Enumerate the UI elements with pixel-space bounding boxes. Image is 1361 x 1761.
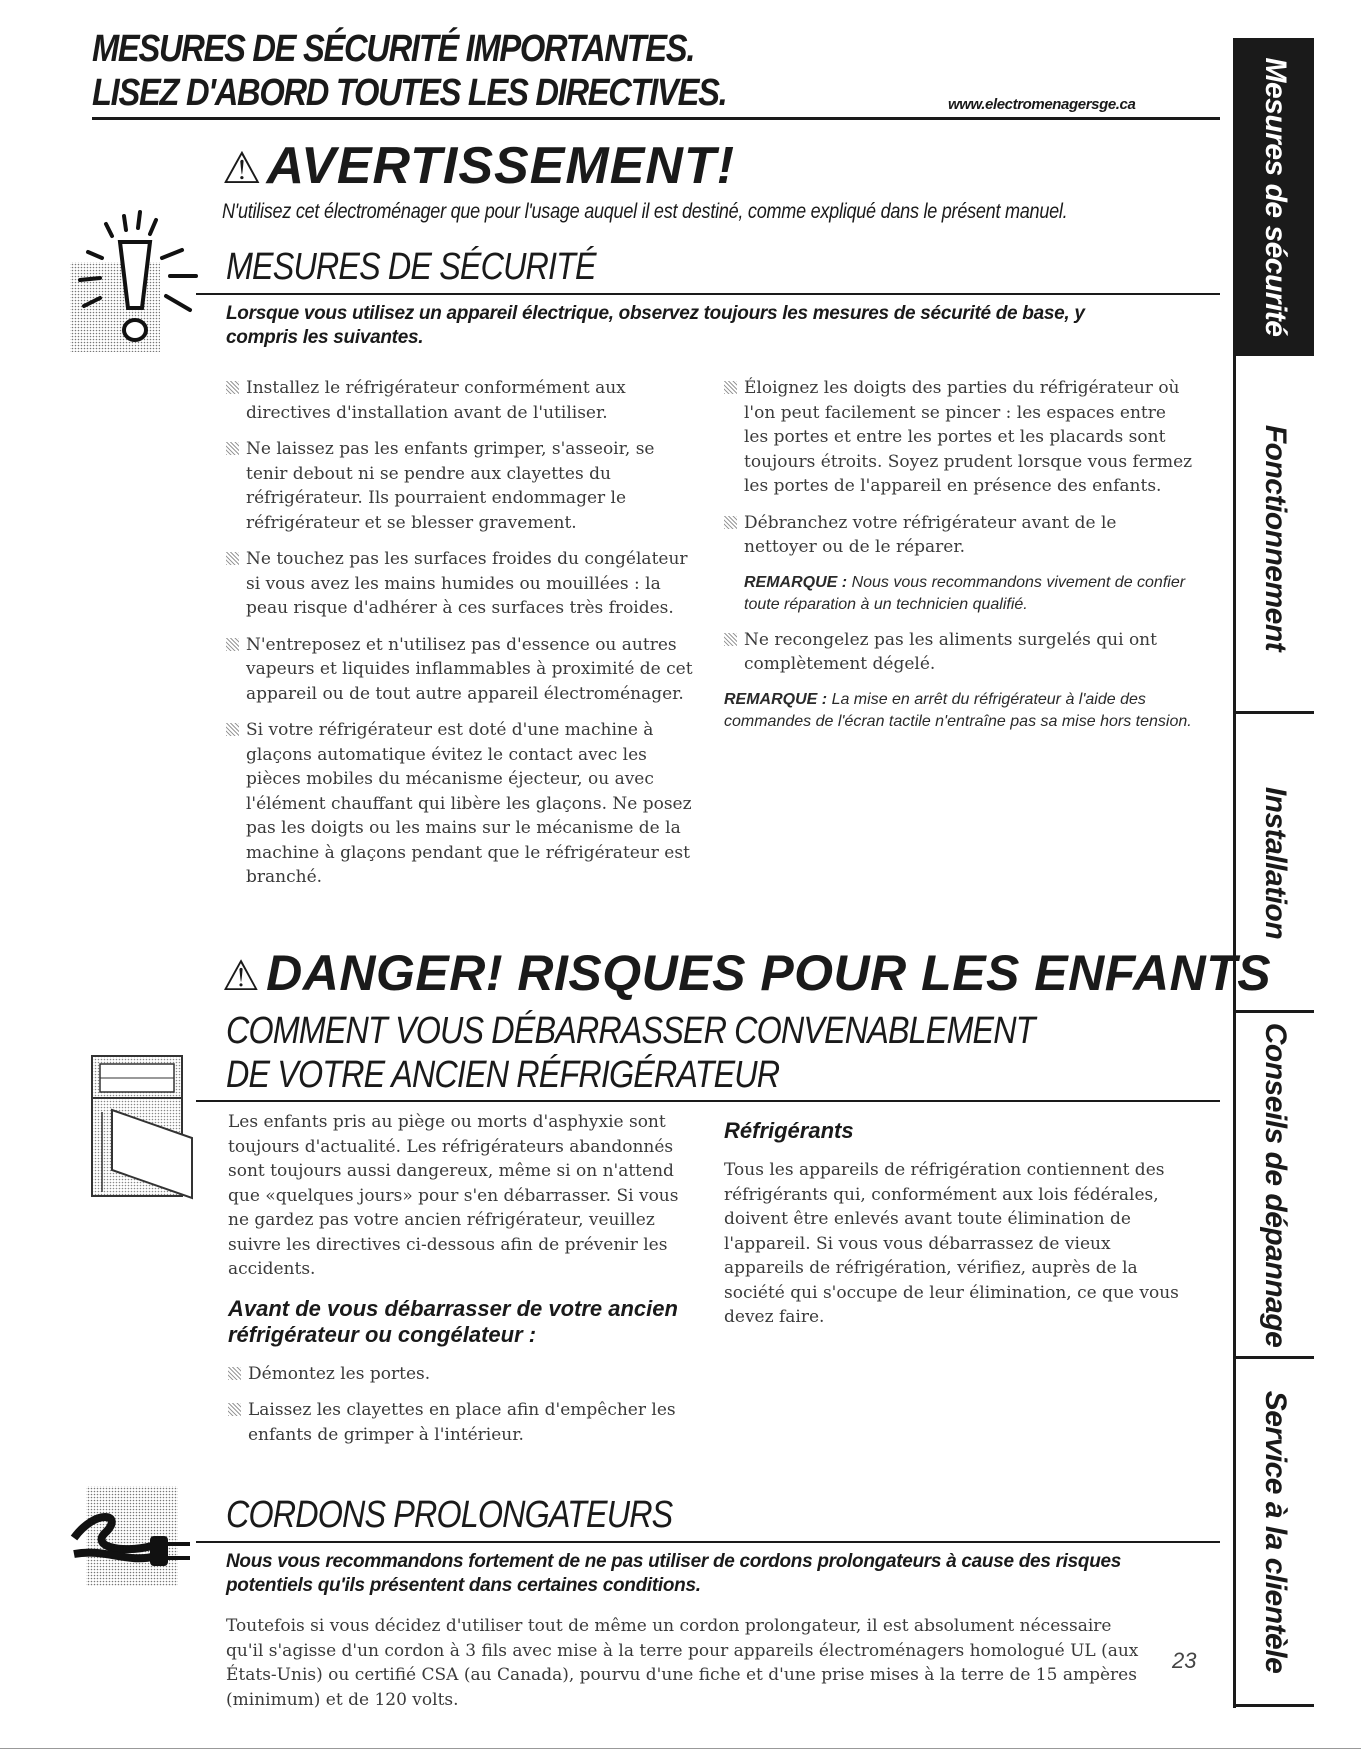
list-item-text: Éloignez les doigts des parties du réfrigérateur où l'on peut facilement se pincer : les espaces entre les portes et entre les portes et les placards sont toujours étroits. Soyez prudent lorsque vous fermez les portes de l'appareil en présence des enfants. <box>744 378 1193 496</box>
bullet-icon <box>226 442 239 455</box>
warning-title <box>222 136 735 196</box>
tab-label: Mesures de sécurité <box>1259 57 1292 337</box>
list-item-text: Ne recongelez pas les aliments surgelés qui ont complètement dégelé. <box>744 629 1157 674</box>
tab-separator <box>1236 1356 1314 1359</box>
list-item-text: Démontez les portes. <box>248 1363 431 1384</box>
list-item-text: Ne touchez pas les surfaces froides du congélateur si vous avez les mains humides ou mouillées : la peau risque d'adhérer à ces surfaces très froides. <box>246 549 688 618</box>
safety-left-column <box>226 376 696 902</box>
tab-installation[interactable] <box>1236 718 1314 1008</box>
list-item <box>226 437 696 535</box>
exclamation-alert-icon <box>62 206 212 356</box>
bullet-icon <box>226 723 239 736</box>
list-item <box>724 628 1194 677</box>
bullet-icon <box>724 633 737 646</box>
list-item <box>226 718 696 890</box>
tab-label: Installation <box>1259 786 1292 940</box>
header-line-2: LISEZ D'ABORD TOUTES LES DIRECTIVES. <box>92 72 727 114</box>
header-rule <box>92 117 1220 120</box>
list-item <box>226 547 696 621</box>
safety-right-column <box>724 376 1194 745</box>
safety-intro: Lorsque vous utilisez un appareil électrique, observez toujours les mesures de sécurité de base, y compris les suivantes. <box>226 303 1085 348</box>
tab-label: Service à la clientèle <box>1259 1390 1292 1674</box>
safety-title: MESURES DE SÉCURITÉ <box>226 246 596 288</box>
bullet-icon <box>228 1403 241 1416</box>
note-text: Nous vous recommandons vivement de confier toute réparation à un technicien qualifié. <box>744 573 1186 613</box>
refrigerator-illustration <box>82 1052 212 1202</box>
refrigerants-heading: Réfrigérants <box>724 1118 854 1143</box>
danger-subtitle-1: COMMENT VOUS DÉBARRASSER CONVENABLEMENT <box>226 1010 1035 1052</box>
sidebar <box>1233 38 1314 1708</box>
list-item <box>226 376 696 425</box>
header-line-1: MESURES DE SÉCURITÉ IMPORTANTES. <box>92 28 695 70</box>
tab-separator <box>1236 1704 1314 1707</box>
danger-right-column <box>724 1118 1194 1344</box>
warning-title-text: AVERTISSEMENT! <box>266 137 736 195</box>
danger-title <box>222 944 1271 1002</box>
bullet-icon <box>724 381 737 394</box>
list-item-text: Si votre réfrigérateur est doté d'une machine à glaçons automatique évitez le contact avec les pièces mobiles du mécanisme éjecteur, ou avec l'élément chauffant qui libère les glaçons. Ne posez pas les doigts ou les mains sur le mécanisme de la machine à glaçons pendant que le réfrigérateur est branché. <box>246 720 692 887</box>
tab-service-a-la-clientele[interactable] <box>1236 1362 1314 1702</box>
note-2 <box>724 689 1194 733</box>
cords-intro: Nous vous recommandons fortement de ne pas utiliser de cordons prolongateurs à cause des risques potentiels qu'ils présentent dans certaines conditions. <box>226 1551 1122 1596</box>
tab-separator <box>1236 1010 1314 1013</box>
danger-paragraph: Les enfants pris au piège ou morts d'asphyxie sont toujours d'actualité. Les réfrigérateurs abandonnés sont toujours aussi dangereux, même si on n'attend que «quelques jours» pour s'en débarrasser. Si vous ne gardez pas votre ancien réfrigérateur, veuillez suivre les directives ci-dessous afin de prévenir les accidents. <box>228 1112 679 1279</box>
warning-triangle-icon: ⚠ <box>222 143 263 194</box>
list-item <box>228 1398 698 1447</box>
tab-separator <box>1236 711 1314 714</box>
warning-subtitle: N'utilisez cet électroménager que pour l'usage auquel il est destiné, comme expliqué dans le présent manuel. <box>222 200 1068 223</box>
tab-fonctionnement[interactable] <box>1236 368 1314 708</box>
website-url: www.electromenagersge.ca <box>948 96 1136 113</box>
note-label: REMARQUE : <box>744 573 848 591</box>
warning-triangle-icon: ⚠ <box>222 951 261 1000</box>
tab-mesures-de-securite[interactable] <box>1236 38 1314 356</box>
list-item-text: Installez le réfrigérateur conformément aux directives d'installation avant de l'utiliser. <box>246 378 626 423</box>
tab-conseils-de-depannage[interactable] <box>1236 1016 1314 1354</box>
list-item-text: Ne laissez pas les enfants grimper, s'asseoir, se tenir debout ni se pendre aux clayettes du réfrigérateur. Ils pourraient endommager le réfrigérateur et se blesser gravement. <box>246 439 655 533</box>
cords-rule <box>196 1541 1220 1543</box>
bullet-icon <box>226 381 239 394</box>
before-disposal-heading: Avant de vous débarrasser de votre ancien réfrigérateur ou congélateur : <box>228 1295 678 1347</box>
note-1 <box>744 572 1194 616</box>
danger-subtitle-2: DE VOTRE ANCIEN RÉFRIGÉRATEUR <box>226 1054 780 1096</box>
cords-title: CORDONS PROLONGATEURS <box>226 1494 673 1536</box>
tab-label: Fonctionnement <box>1259 424 1292 652</box>
note-label: REMARQUE : <box>724 690 828 708</box>
bullet-icon <box>226 638 239 651</box>
tab-label: Conseils de dépannage <box>1259 1022 1292 1348</box>
note-text: La mise en arrêt du réfrigérateur à l'aide des commandes de l'écran tactile n'entraîne pas sa mise hors tension. <box>724 690 1192 730</box>
bullet-icon <box>226 552 239 565</box>
bullet-icon <box>724 516 737 529</box>
safety-rule <box>196 293 1220 295</box>
danger-rule <box>196 1100 1220 1102</box>
list-item-text: Laissez les clayettes en place afin d'empêcher les enfants de grimper à l'intérieur. <box>248 1400 676 1445</box>
danger-title-text: DANGER! RISQUES POUR LES ENFANTS <box>266 945 1272 1001</box>
cords-paragraph: Toutefois si vous décidez d'utiliser tout de même un cordon prolongateur, il est absolument nécessaire qu'il s'agisse d'un cordon à 3 fils avec mise à la terre pour appareils électroménagers homologué UL (aux États-Unis) ou certifié CSA (au Canada), pourvu d'une fiche et d'une prise mises à la terre de 15 ampères (minimum) et de 120 volts. <box>226 1616 1139 1710</box>
list-item <box>226 633 696 707</box>
list-item <box>228 1362 698 1387</box>
footer-rule <box>0 1748 1361 1749</box>
list-item <box>724 376 1194 499</box>
danger-left-column <box>228 1110 698 1459</box>
bullet-icon <box>228 1367 241 1380</box>
page-number: 23 <box>1172 1648 1197 1673</box>
list-item <box>724 511 1194 560</box>
extension-cord-plug-icon <box>66 1484 198 1588</box>
list-item-text: N'entreposez et n'utilisez pas d'essence ou autres vapeurs et liquides inflammables à proximité de cet appareil ou de tout autre appareil électroménager. <box>246 634 693 704</box>
refrigerants-paragraph: Tous les appareils de réfrigération contiennent des réfrigérants qui, conformément aux lois fédérales, doivent être enlevés avant toute élimination de l'appareil. Si vous vous débarrassez de vieux appareils de réfrigération, vérifiez, auprès de la société qui s'occupe de leur élimination, ce que vous devez faire. <box>724 1160 1179 1327</box>
list-item-text: Débranchez votre réfrigérateur avant de le nettoyer ou de le réparer. <box>744 512 1117 557</box>
